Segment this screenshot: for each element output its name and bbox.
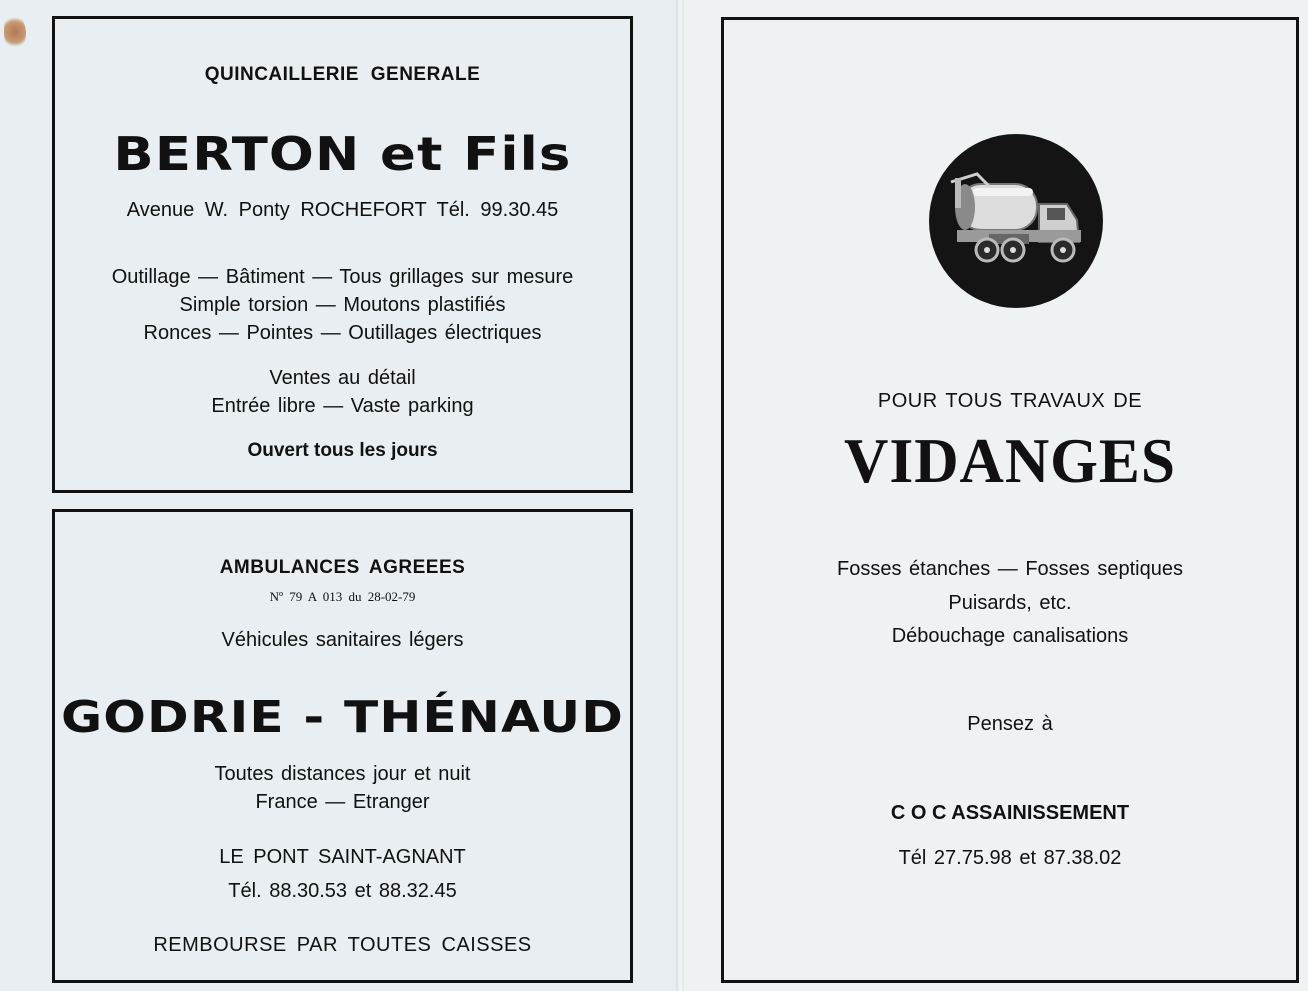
godrie-vehicles: Véhicules sanitaires légers bbox=[221, 629, 464, 651]
coc-headline: VIDANGES bbox=[843, 425, 1177, 496]
berton-category: QUINCAILLERIE GENERALE bbox=[204, 64, 481, 85]
godrie-category: AMBULANCES AGREEES bbox=[219, 557, 466, 578]
godrie-reimbursement: REMBOURSE PAR TOUTES CAISSES bbox=[153, 934, 532, 956]
godrie-license: Nº 79 A 013 du 28-02-79 bbox=[269, 589, 416, 604]
berton-products-line-2: Simple torsion — Moutons plastifiés bbox=[179, 294, 506, 316]
paper-stain bbox=[4, 14, 26, 50]
berton-sales-line-2: Entrée libre — Vaste parking bbox=[211, 395, 474, 417]
coc-services-line-1: Fosses étanches — Fosses septiques bbox=[837, 558, 1183, 580]
berton-hours: Ouvert tous les jours bbox=[247, 440, 438, 461]
godrie-phone: Tél. 88.30.53 et 88.32.45 bbox=[228, 880, 457, 902]
coc-services-line-3: Débouchage canalisations bbox=[891, 625, 1129, 647]
berton-products-line-1: Outillage — Bâtiment — Tous grillages sur mesure bbox=[111, 266, 574, 288]
coc-reminder: Pensez à bbox=[967, 713, 1053, 735]
coc-services-line-2: Puisards, etc. bbox=[948, 592, 1072, 614]
coc-intro: POUR TOUS TRAVAUX DE bbox=[877, 390, 1143, 412]
godrie-location: LE PONT SAINT-AGNANT bbox=[219, 846, 466, 868]
tanker-truck-icon bbox=[929, 134, 1103, 308]
berton-products-line-3: Ronces — Pointes — Outillages électriques bbox=[143, 322, 542, 344]
page-fold bbox=[676, 0, 684, 991]
godrie-advertisement bbox=[52, 509, 633, 983]
coc-phone: Tél 27.75.98 et 87.38.02 bbox=[898, 847, 1122, 869]
coc-company: C O C ASSAINISSEMENT bbox=[890, 802, 1130, 824]
godrie-name: GODRIE - THÉNAUD bbox=[60, 692, 625, 743]
berton-address: Avenue W. Ponty ROCHEFORT Tél. 99.30.45 bbox=[126, 199, 559, 221]
berton-advertisement bbox=[52, 16, 633, 493]
berton-name: BERTON et Fils bbox=[113, 127, 572, 181]
berton-sales-line-1: Ventes au détail bbox=[269, 367, 416, 389]
godrie-service-line-2: France — Etranger bbox=[255, 791, 430, 813]
coc-advertisement bbox=[721, 17, 1299, 983]
godrie-service-line-1: Toutes distances jour et nuit bbox=[214, 763, 471, 785]
